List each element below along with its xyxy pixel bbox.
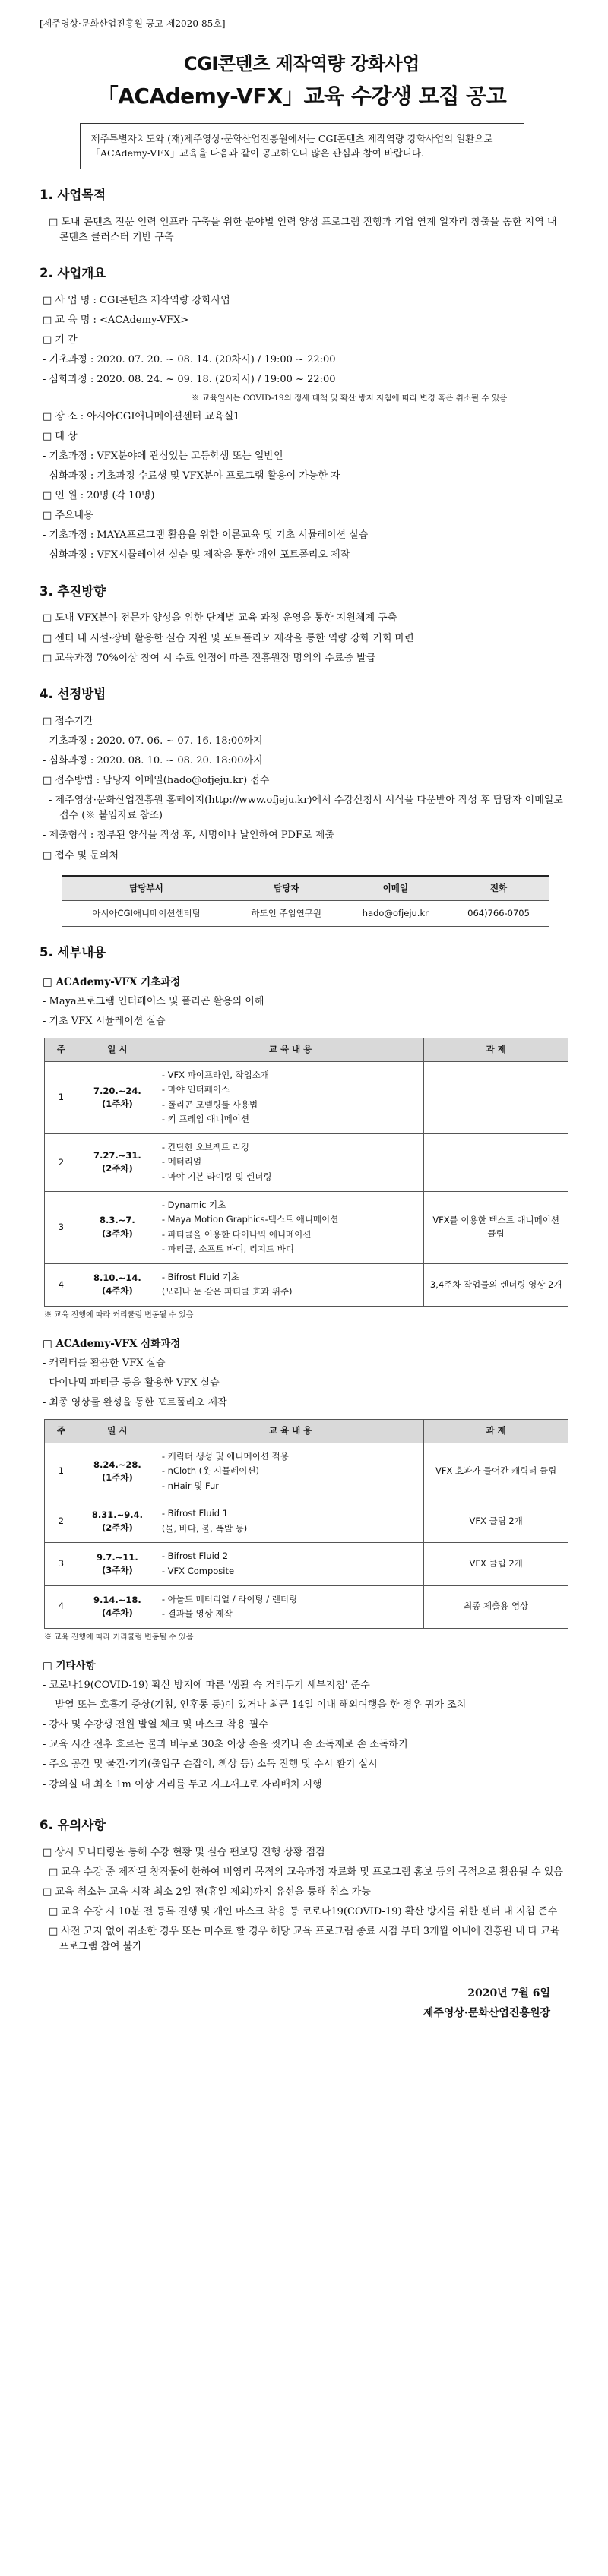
footer <box>40 1984 564 2022</box>
email-cell: hado@ofjeju.kr <box>343 900 449 926</box>
text-line: □ 접수 및 문의처 <box>43 849 119 861</box>
contact-table <box>62 875 549 928</box>
text-line: - Maya프로그램 인터페이스 및 폴리곤 활용의 이해 <box>43 996 264 1008</box>
table-cell: 3 <box>45 1543 78 1585</box>
text-line: □ 교육과정 70%이상 참여 시 수료 인정에 따른 진흥원장 명의의 수료증 발급 <box>43 652 376 664</box>
text-line: - 캐릭터를 활용한 VFX 실습 <box>43 1358 166 1370</box>
table-header: 일 시 <box>78 1038 157 1061</box>
text-line: - 기초과정 : 2020. 07. 20. ~ 08. 14. (20차시) / 19:00 ~ 22:00 <box>43 353 336 365</box>
table-cell <box>424 1133 568 1191</box>
section-heading: 1. 사업목적 <box>40 187 106 202</box>
section-selection <box>40 685 564 927</box>
advanced-course-table <box>44 1419 568 1628</box>
table-header: 주 <box>45 1038 78 1061</box>
text-line: □ 인 원 : 20명 (각 10명) <box>43 490 155 502</box>
table-cell: VFX 클립 2개 <box>424 1543 568 1585</box>
table-note: ※ 교육 진행에 따라 커리큘럼 변동될 수 있음 <box>44 1633 194 1642</box>
table-cell: - Bifrost Fluid 1 (물, 바다, 불, 폭발 등) <box>157 1500 423 1543</box>
text-line: □ 교육 수강 중 제작된 창작물에 한하여 비영리 목적의 교육과정 자료화 및 프로그램 홍보 등의 목적으로 활용될 수 있음 <box>49 1866 563 1878</box>
text-line: - 기초 VFX 시뮬레이션 실습 <box>43 1016 166 1028</box>
table-cell: 8.3.~7. (3주차) <box>78 1191 157 1263</box>
intro-box: 제주특별자치도와 (재)제주영상·문화산업진흥원에서는 CGI콘텐츠 제작역량 강화사업의 일환으로 「ACAdemy-VFX」교육을 다음과 같이 공고하오니 많은 관심과 참여 바랍니다. <box>80 123 524 169</box>
text-line: - 다이나믹 파티클 등을 활용한 VFX 실습 <box>43 1377 220 1389</box>
sub-heading: □ ACAdemy-VFX 기초과정 <box>43 975 181 988</box>
issuer: 제주영상·문화산업진흥원장 <box>423 2006 550 2019</box>
section-direction <box>40 583 564 668</box>
table-cell: 하도인 주임연구원 <box>230 900 343 926</box>
text-line: □ 장 소 : 아시아CGI애니메이션센터 교육실1 <box>43 410 240 422</box>
sub-heading: □ 기타사항 <box>43 1659 96 1672</box>
text-line: - 기초과정 : VFX분야에 관심있는 고등학생 또는 일반인 <box>43 450 283 462</box>
table-row <box>45 1263 568 1306</box>
phone-cell: 064)766-0705 <box>448 900 549 926</box>
section-overview <box>40 264 564 566</box>
table-cell: - Bifrost Fluid 기초 (모래나 눈 같은 파티클 효과 위주) <box>157 1263 423 1306</box>
table-row <box>45 1585 568 1628</box>
text-line: □ 사 업 명 : CGI콘텐츠 제작역량 강화사업 <box>43 294 230 306</box>
table-cell: 8.10.~14. (4주차) <box>78 1263 157 1306</box>
table-cell: 최종 제출용 영상 <box>424 1585 568 1628</box>
table-header: 과 제 <box>424 1420 568 1443</box>
table-cell: 1 <box>45 1443 78 1500</box>
text-line: - 강의실 내 최소 1m 이상 거리를 두고 지그재그로 자리배치 시행 <box>43 1778 322 1791</box>
text-line: □ 교육 수강 시 10분 전 등록 진행 및 개인 마스크 착용 등 코로나19(COVID-19) 확산 방지를 위한 센터 내 지침 준수 <box>49 1905 558 1917</box>
table-cell: - Bifrost Fluid 2 - VFX Composite <box>157 1543 423 1585</box>
table-row <box>45 1133 568 1191</box>
text-line: - 기초과정 : 2020. 07. 06. ~ 07. 16. 18:00까지 <box>43 735 263 747</box>
table-cell: 2 <box>45 1133 78 1191</box>
table-cell: 2 <box>45 1500 78 1543</box>
table-cell: 4 <box>45 1263 78 1306</box>
text-line: □ 상시 모니터링을 통해 수강 현황 및 실습 팬보딩 진행 상황 점검 <box>43 1846 325 1858</box>
table-cell: - 캐릭터 생성 및 애니메이션 적용 - nCloth (옷 시뮬레이션) - nHair 및 Fur <box>157 1443 423 1500</box>
text-line: - 심화과정 : 2020. 08. 10. ~ 08. 20. 18:00까지 <box>43 754 263 766</box>
text-line: - 코로나19(COVID-19) 확산 방지에 따른 '생활 속 거리두기 세부지침' 준수 <box>43 1679 370 1691</box>
table-cell <box>424 1061 568 1133</box>
issue-date: 2020년 7월 6일 <box>467 1987 550 2000</box>
section-heading: 3. 추진방향 <box>40 583 106 599</box>
table-cell: 7.27.~31. (2주차) <box>78 1133 157 1191</box>
text-line: - 주요 공간 및 물건·기기(출입구 손잡이, 책상 등) 소독 진행 및 수시 환기 실시 <box>43 1759 378 1771</box>
basic-course-table <box>44 1038 568 1306</box>
title-line-2: 「ACAdemy-VFX」교육 수강생 모집 공고 <box>97 84 507 109</box>
text-line: - 심화과정 : VFX시뮬레이션 실습 및 제작을 통한 개인 포트폴리오 제작 <box>43 549 350 561</box>
text-line: □ 주요내용 <box>43 510 93 522</box>
table-cell: 3 <box>45 1191 78 1263</box>
table-cell: 7.20.~24. (1주차) <box>78 1061 157 1133</box>
table-row <box>45 1191 568 1263</box>
table-cell: - VFX 파이프라인, 작업소개 - 마야 인터페이스 - 폴리곤 모델링툴 사용법 - 키 프레임 애니메이션 <box>157 1061 423 1133</box>
text-line: - 최종 영상물 완성을 통한 포트폴리오 제작 <box>43 1397 227 1409</box>
table-header: 과 제 <box>424 1038 568 1061</box>
table-cell: VFX 클립 2개 <box>424 1500 568 1543</box>
text-line: - 기초과정 : MAYA프로그램 활용을 위한 이론교육 및 기초 시뮬레이션 실습 <box>43 529 369 542</box>
text-line: - 심화과정 : 2020. 08. 24. ~ 09. 18. (20차시) / 19:00 ~ 22:00 <box>43 374 336 386</box>
table-row <box>45 1061 568 1133</box>
table-header: 교 육 내 용 <box>157 1420 423 1443</box>
table-header: 담당부서 <box>62 876 230 901</box>
table-header: 일 시 <box>78 1420 157 1443</box>
table-header: 주 <box>45 1420 78 1443</box>
table-cell: 1 <box>45 1061 78 1133</box>
title-line-1: CGI콘텐츠 제작역량 강화사업 <box>184 53 420 74</box>
section-cautions <box>40 1816 564 1958</box>
sub-heading: □ ACAdemy-VFX 심화과정 <box>43 1337 181 1350</box>
text-line: - 교육 시간 전후 흐르는 물과 비누로 30초 이상 손을 씻거나 손 소독제로 손 소독하기 <box>43 1739 408 1751</box>
table-cell: 8.31.~9.4. (2주차) <box>78 1500 157 1543</box>
text-line: □ 도내 VFX분야 전문가 양성을 위한 단계별 교육 과정 운영을 통한 지원체계 구축 <box>43 612 397 624</box>
text-line: □ 접수방법 : 담당자 이메일(hado@ofjeju.kr) 접수 <box>43 774 270 786</box>
text-line <box>40 1795 564 1800</box>
section-purpose <box>40 186 564 248</box>
table-header: 교 육 내 용 <box>157 1038 423 1061</box>
text-line: □ 교육 취소는 교육 시작 최소 2일 전(휴일 제외)까지 유선을 통해 취소 가능 <box>43 1885 371 1898</box>
text-line: - 제주영상·문화산업진흥원 홈페이지(http://www.ofjeju.kr)에서 수강신청서 서식을 다운받아 작성 후 담당자 이메일로 접수 (※ 붙임자료 참조) <box>49 795 563 822</box>
table-cell: - Dynamic 기초 - Maya Motion Graphics-텍스트 애니메이션 - 파티클을 이용한 다이나믹 애니메이션 - 파티클, 소프트 바디, 리지드 바디 <box>157 1191 423 1263</box>
table-header: 담당자 <box>230 876 343 901</box>
table-row <box>62 900 549 926</box>
section-heading: 5. 세부내용 <box>40 945 106 960</box>
section-details <box>40 943 564 1800</box>
text-line: - 심화과정 : 기초과정 수료생 및 VFX분야 프로그램 활용이 가능한 자 <box>43 469 340 482</box>
section-heading: 2. 사업개요 <box>40 265 106 280</box>
title-block <box>40 50 564 112</box>
table-cell: 9.7.~11. (3주차) <box>78 1543 157 1585</box>
section-heading: 6. 유의사항 <box>40 1817 106 1832</box>
table-cell: VFX 효과가 들어간 캐릭터 클립 <box>424 1443 568 1500</box>
table-cell: - 아놀드 메터리얼 / 라이팅 / 렌더링 - 결과물 영상 제작 <box>157 1585 423 1628</box>
text-line: □ 기 간 <box>43 333 78 346</box>
text-line: □ 사전 고지 없이 취소한 경우 또는 미수료 할 경우 해당 교육 프로그램 종료 시점 부터 3개월 이내에 진흥원 내 타 교육 프로그램 참여 불가 <box>49 1926 560 1953</box>
note-line: ※ 교육일시는 COVID-19의 정세 대책 및 확산 방지 지침에 따라 변경 혹은 취소될 수 있음 <box>192 394 508 403</box>
text-line: □ 교 육 명 : <ACAdemy-VFX> <box>43 314 189 326</box>
text-line: - 발열 또는 호흡기 증상(기침, 인후통 등)이 있거나 최근 14일 이내 해외여행을 한 경우 귀가 조치 <box>49 1699 467 1712</box>
section-heading: 4. 선정방법 <box>40 686 106 701</box>
table-note: ※ 교육 진행에 따라 커리큘럼 변동될 수 있음 <box>44 1310 194 1320</box>
table-cell: 아시아CGI애니메이션센터팀 <box>62 900 230 926</box>
table-row <box>45 1443 568 1500</box>
text-line: □ 대 상 <box>43 430 78 442</box>
table-header: 이메일 <box>343 876 449 901</box>
table-cell: 9.14.~18. (4주차) <box>78 1585 157 1628</box>
table-row <box>45 1543 568 1585</box>
text-line: - 제출형식 : 첨부된 양식을 작성 후, 서명이나 날인하여 PDF로 제출 <box>43 830 334 842</box>
text-line: □ 도내 콘텐츠 전문 인력 인프라 구축을 위한 분야별 인력 양성 프로그램 진행과 기업 연계 일자리 창출을 통한 지역 내 콘텐츠 클러스터 기반 구축 <box>49 216 557 243</box>
table-row <box>45 1500 568 1543</box>
table-cell: VFX를 이용한 텍스트 애니메이션 클립 <box>424 1191 568 1263</box>
table-header: 전화 <box>448 876 549 901</box>
table-cell: 8.24.~28. (1주차) <box>78 1443 157 1500</box>
table-cell: 3,4주차 작업물의 렌더링 영상 2개 <box>424 1263 568 1306</box>
table-cell: - 간단한 오브젝트 리깅 - 메터리얼 - 마야 기본 라이팅 및 렌더링 <box>157 1133 423 1191</box>
text-line: - 강사 및 수강생 전원 발열 체크 및 마스크 착용 필수 <box>43 1719 268 1731</box>
table-cell: 4 <box>45 1585 78 1628</box>
text-line: □ 접수기간 <box>43 715 93 727</box>
notice-number: [제주영상·문화산업진흥원 공고 제2020-85호] <box>40 18 226 29</box>
text-line: □ 센터 내 시설·장비 활용한 실습 지원 및 포트폴리오 제작을 통한 역량 강화 기회 마련 <box>43 632 414 644</box>
